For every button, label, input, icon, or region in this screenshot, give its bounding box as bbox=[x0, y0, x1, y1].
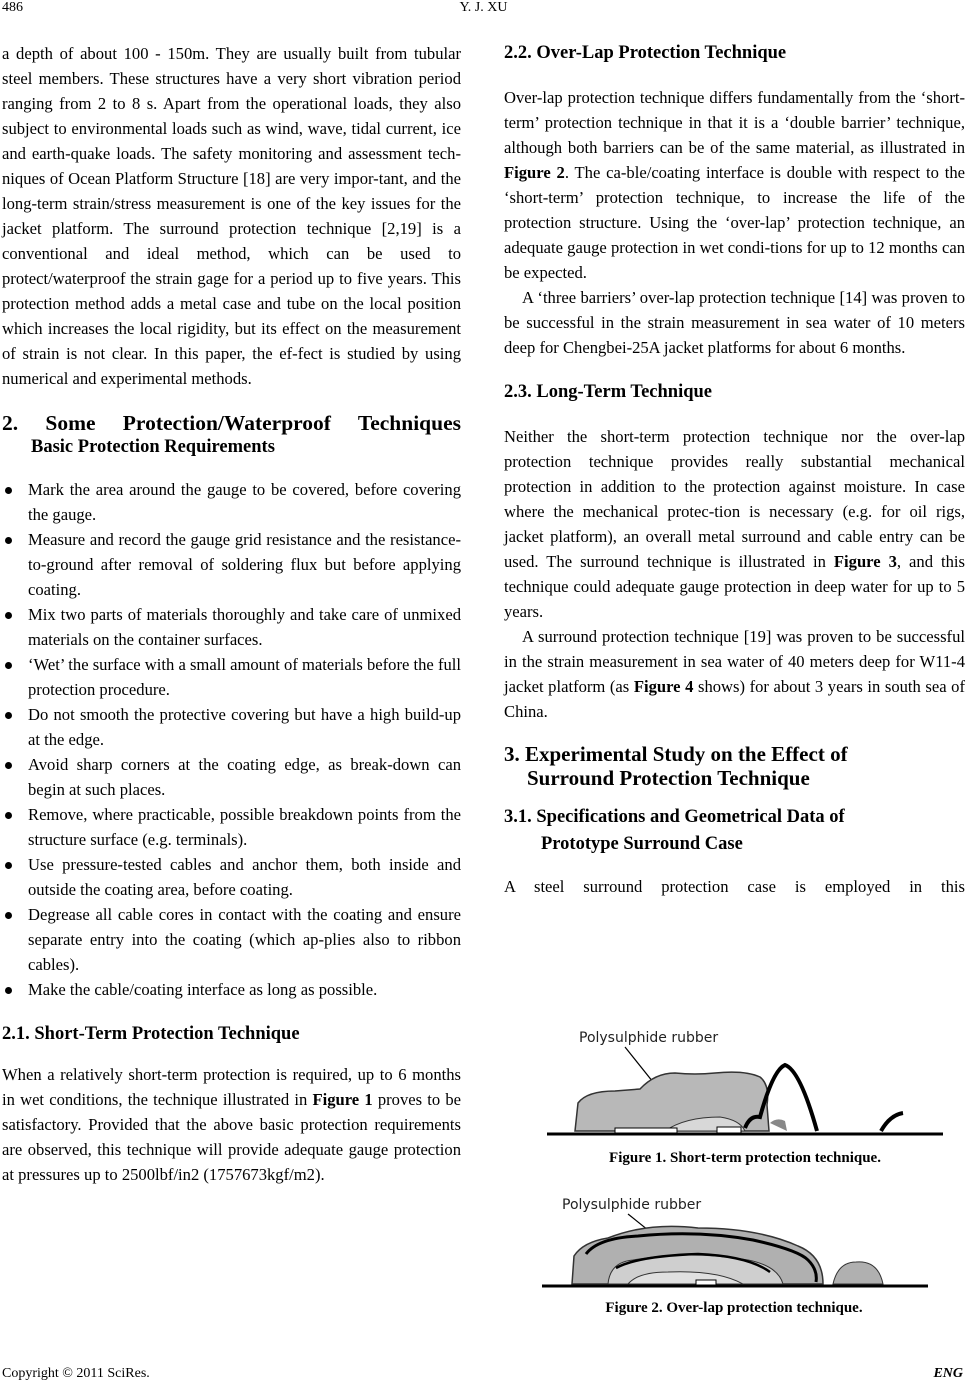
copyright-footer: Copyright © 2011 SciRes. bbox=[2, 1366, 150, 1381]
figure-1 bbox=[545, 1025, 945, 1166]
section-3-heading: 3. Experimental Study on the Effect of Surround Protection Technique bbox=[504, 742, 848, 790]
page-number: 486 bbox=[2, 0, 23, 15]
section-2-2-heading: 2.2. Over-Lap Protection Technique bbox=[504, 43, 787, 63]
list-item: ‘Wet’ the surface with a small amount of materials before the full protection procedure. bbox=[2, 652, 461, 702]
list-item: Measure and record the gauge grid resistance and the resistance-to-ground after removal of soldering flux but before applying coating. bbox=[2, 527, 461, 602]
figure-2-caption: Figure 2. Over-lap protection technique. bbox=[605, 1300, 863, 1316]
intro-paragraph: a depth of about 100 - 150m. They are usually built from tubular steel members. These structures have a very short vibration period ranging from 2 to 8 s. Apart from the operational loads, they also subject to environmental loads such as wind, wave, tidal current, ice and earth-quake loads. The safety monitoring and assessment tech-niques of Ocean Platform Structure [18] are very impor-tant, and the long-term strain/stress measurement is one of the key issues for the jacket platform. The surround protection technique [2,19] is a conventional and ideal method, which can be used to protect/waterproof the strain gage for a period up to five years. This protection method adds a metal case and tube on the local position which increases the local rigidity, but its effect on the measurement of strain is not clear. In this paper, the ef-fect is studied by using numerical and experimental methods. bbox=[2, 44, 461, 388]
section-2-3-paragraph-2: A surround protection technique [19] was proven to be successful in the strain measurement in sea water of 40 meters deep for W11-4 jacket platform (as Figure 4 shows) for about 3 years in south sea of China. bbox=[504, 627, 965, 721]
list-item: Mix two parts of materials thoroughly and take care of unmixed materials on the container surfaces. bbox=[2, 602, 461, 652]
section-2-2-paragraph-1: Over-lap protection technique differs fundamentally from the ‘short-term’ protection technique in that it is a ‘double barrier’ technique, although both barriers can be of the same material, as illustrated in Figure 2. The ca-ble/coating interface is double with respect to the ‘short-term’ protection technique, to increase the life of the protection structure. Using the ‘over-lap’ protection technique, an adequate gauge protection in wet condi-tions for up to 12 months can be expected. bbox=[504, 88, 965, 282]
requirements-list bbox=[2, 477, 461, 1002]
left-column bbox=[2, 41, 461, 1187]
figure-2 bbox=[538, 1190, 930, 1316]
list-item: Degrease all cable cores in contact with the coating and ensure separate entry into the coating (which ap-plies also to ribbon cables). bbox=[2, 902, 461, 977]
section-2-3-heading: 2.3. Long-Term Technique bbox=[504, 382, 712, 402]
figure-4-reference: Figure 4 bbox=[633, 677, 694, 696]
figure-2-reference: Figure 2 bbox=[504, 163, 565, 182]
list-item: Make the cable/coating interface as long as possible. bbox=[2, 977, 461, 1002]
section-2-heading: 2. Some Protection/Waterproof Techniques bbox=[2, 411, 461, 435]
figure-1-caption: Figure 1. Short-term protection technique. bbox=[609, 1150, 881, 1166]
running-head: Y. J. XU bbox=[459, 0, 508, 15]
list-item: Mark the area around the gauge to be covered, before covering the gauge. bbox=[2, 477, 461, 527]
section-2-1-heading: 2.1. Short-Term Protection Technique bbox=[2, 1024, 300, 1044]
list-item: Use pressure-tested cables and anchor them, both inside and outside the coating area, before coating. bbox=[2, 852, 461, 902]
journal-footer: ENG bbox=[933, 1366, 963, 1381]
figure-1-diagram bbox=[545, 1025, 945, 1145]
section-3-1-paragraph: A steel surround protection case is employed in this bbox=[504, 877, 965, 896]
section-3-1-heading: 3.1. Specifications and Geometrical Data of Prototype Surround Case bbox=[504, 807, 845, 854]
figure-3-reference: Figure 3 bbox=[833, 552, 897, 571]
list-item: Remove, where practicable, possible breakdown points from the structure surface (e.g. terminals). bbox=[2, 802, 461, 852]
list-item: Avoid sharp corners at the coating edge, as break-down can begin at such places. bbox=[2, 752, 461, 802]
section-2-1-paragraph: When a relatively short-term protection is required, up to 6 months in wet conditions, the technique illustrated in Figure 1 proves to be satisfactory. Provided that the above basic protection requirements are observed, this technique will provide adequate gauge protection at pressures up to 2500lbf/in2 (1757673kgf/m2). bbox=[2, 1065, 461, 1184]
right-column bbox=[504, 41, 965, 899]
figure-1-label: Polysulphide rubber bbox=[579, 1030, 719, 1046]
figure-2-diagram bbox=[538, 1190, 930, 1290]
section-2-2-paragraph-2: A ‘three barriers’ over-lap protection technique [14] was proven to be successful in the strain measurement in sea water of 10 meters deep for Chengbei-25A jacket platforms for about 6 months. bbox=[504, 288, 965, 357]
section-2-subheading: Basic Protection Requirements bbox=[31, 437, 275, 457]
section-2-3-paragraph-1: Neither the short-term protection technique nor the over-lap protection technique provides really substantial mechanical protection in addition to the protection against moisture. In case where the mechanical protec-tion is necessary (e.g. for oil rigs, jacket platform), an overall metal surround and cable entry can be used. The surround technique is illustrated in Figure 3, and this technique could adequate gauge protection in deep water for up to 5 years. bbox=[504, 427, 965, 621]
list-item: Do not smooth the protective covering but have a high build-up at the edge. bbox=[2, 702, 461, 752]
figure-1-reference: Figure 1 bbox=[312, 1090, 373, 1109]
figure-2-label: Polysulphide rubber bbox=[562, 1197, 702, 1213]
